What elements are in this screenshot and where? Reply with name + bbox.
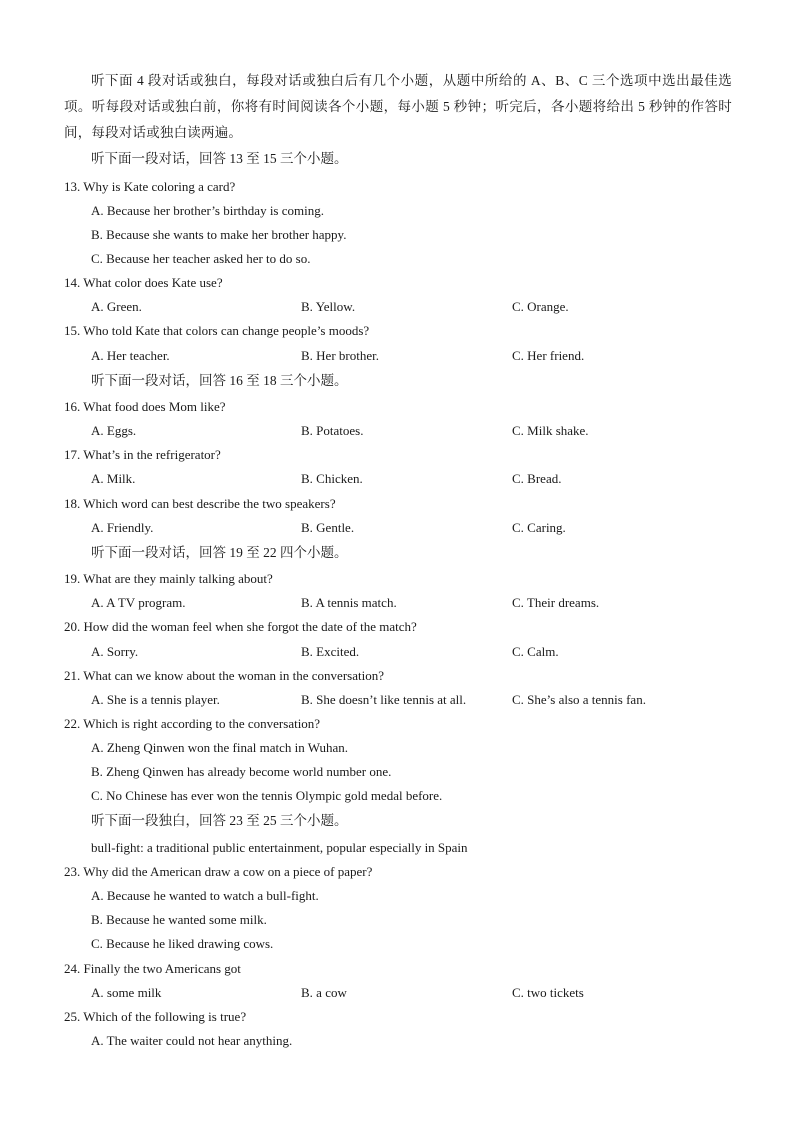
q24-option-a: A. some milk [91,985,162,1000]
q15-option-b: B. Her brother. [301,348,379,363]
q19-option-c: C. Their dreams. [512,595,600,610]
question-19: 19. What are they mainly talking about? [64,571,273,586]
question-18: 18. Which word can best describe the two speakers? [64,496,336,511]
section-heading-4: 听下面一段独白，回答 23 至 25 三个小题。 [91,813,348,828]
q24-option-c: C. two tickets [512,985,584,1000]
q25-option-a: A. The waiter could not hear anything. [91,1033,293,1048]
q19-option-a: A. A TV program. [91,595,186,610]
q22-option-a: A. Zheng Qinwen won the final match in Wuhan. [91,740,349,755]
question-24: 24. Finally the two Americans got [64,961,241,976]
question-17: 17. What’s in the refrigerator? [64,447,221,462]
q14-option-a: A. Green. [91,299,142,314]
q20-option-a: A. Sorry. [91,644,139,659]
question-22: 22. Which is right according to the conversation? [64,716,321,731]
q15-option-c: C. Her friend. [512,348,585,363]
question-14: 14. What color does Kate use? [64,275,223,290]
q17-option-a: A. Milk. [91,471,136,486]
q22-option-b: B. Zheng Qinwen has already become world number one. [91,764,392,779]
q22-option-c: C. No Chinese has ever won the tennis Olympic gold medal before. [91,788,443,803]
q19-option-b: B. A tennis match. [301,595,397,610]
q23-option-c: C. Because he liked drawing cows. [91,936,274,951]
q24-option-b: B. a cow [301,985,347,1000]
section-heading-2: 听下面一段对话，回答 16 至 18 三个小题。 [91,373,348,388]
q21-option-c: C. She’s also a tennis fan. [512,692,646,707]
q16-option-a: A. Eggs. [91,423,137,438]
question-23: 23. Why did the American draw a cow on a piece of paper? [64,864,373,879]
q13-option-b: B. Because she wants to make her brother happy. [91,227,347,242]
q20-option-b: B. Excited. [301,644,360,659]
q14-option-b: B. Yellow. [301,299,356,314]
q18-option-c: C. Caring. [512,520,566,535]
q23-option-b: B. Because he wanted some milk. [91,912,267,927]
q16-option-b: B. Potatoes. [301,423,364,438]
q13-option-c: C. Because her teacher asked her to do so. [91,251,311,266]
q15-option-a: A. Her teacher. [91,348,170,363]
q18-option-a: A. Friendly. [91,520,154,535]
q16-option-c: C. Milk shake. [512,423,589,438]
q18-option-b: B. Gentle. [301,520,355,535]
section-heading-1: 听下面一段对话，回答 13 至 15 三个小题。 [91,151,348,166]
instructions-paragraph: 听下面 4 段对话或独白，每段对话或独白后有几个小题，从题中所给的 A、B、C 三个选项中选出最佳选项。听每段对话或独白前，你将有时间阅读各个小题，每小题 5 秒钟；听完后，各小题将给出 5 秒钟的作答时间，每段对话或独白读两遍。 [64,73,732,140]
question-20: 20. How did the woman feel when she forgot the date of the match? [64,619,417,634]
q14-option-c: C. Orange. [512,299,569,314]
q21-option-b: B. She doesn’t like tennis at all. [301,692,467,707]
vocabulary-note: bull-fight: a traditional public entertainment, popular especially in Spain [91,840,468,855]
q13-option-a: A. Because her brother’s birthday is coming. [91,203,324,218]
q23-option-a: A. Because he wanted to watch a bull-fight. [91,888,319,903]
question-15: 15. Who told Kate that colors can change people’s moods? [64,323,370,338]
q17-option-c: C. Bread. [512,471,562,486]
question-21: 21. What can we know about the woman in the conversation? [64,668,384,683]
q20-option-c: C. Calm. [512,644,559,659]
q21-option-a: A. She is a tennis player. [91,692,220,707]
section-heading-3: 听下面一段对话，回答 19 至 22 四个小题。 [91,545,348,560]
q17-option-b: B. Chicken. [301,471,363,486]
question-25: 25. Which of the following is true? [64,1009,247,1024]
question-13: 13. Why is Kate coloring a card? [64,179,236,194]
question-16: 16. What food does Mom like? [64,399,226,414]
